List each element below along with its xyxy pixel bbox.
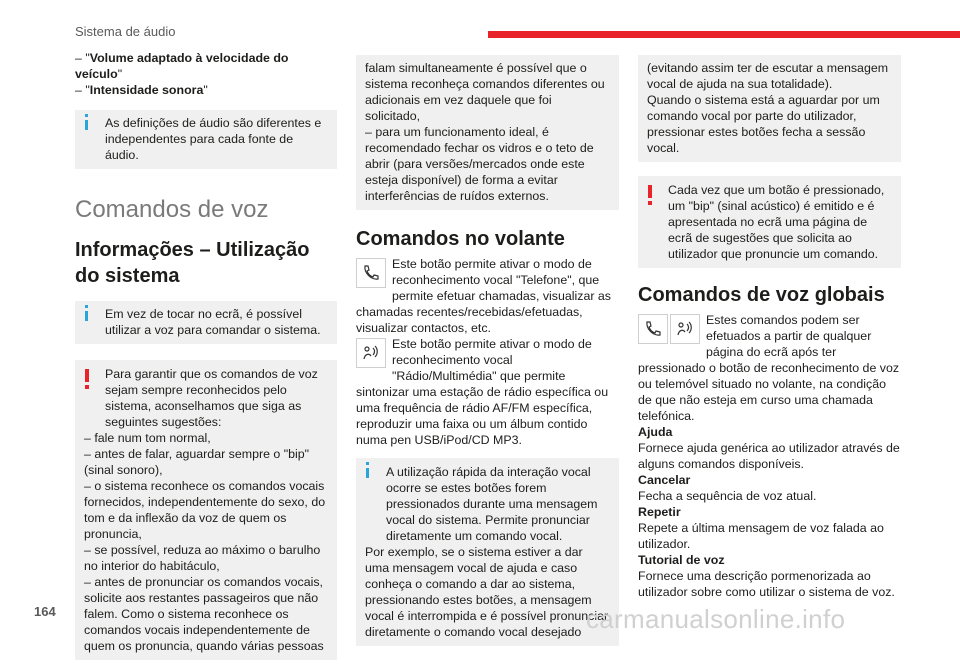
voice-command-icon xyxy=(670,314,700,344)
voice-command-icon xyxy=(356,338,386,368)
command-desc: Repete a última mensagem de voz falada ao utilizador. xyxy=(638,521,884,551)
heading-voice-commands: Comandos de voz xyxy=(75,196,269,223)
global-commands-intro: Estes comandos podem ser efetuados a partir de qualquer página do ecrã após ter pressionado o botão de reconhecimento de voz ou telemóvel situado no volante, na condição de que não esteja em curso uma chamada telefónica. xyxy=(638,313,900,423)
warning-note: Para garantir que os comandos de voz sejam sempre reconhecidos pelo sistema, aconselhamos que siga as seguintes sugestões: – fale num tom normal, – antes de falar, aguardar sempre o "bip" (sinal sonoro), – o sistema reconhece os comandos vocais fornecidos, independentemente do sexo, do tom e da inflexão da voz de quem os pronuncia, – se possível, reduza ao máximo o barulho no interior do habitáculo, – antes de pronunciar os comandos vocais, solicite aos restantes passageiros que não falem. Como o sistema reconhece os comandos vocais independentemente de quem os pronuncia, quando várias pessoas xyxy=(75,360,337,660)
list-item: – "Volume adaptado à velocidade do veículo" xyxy=(75,51,289,81)
command-desc: Fecha a sequência de voz atual. xyxy=(638,489,817,503)
info-note: Em vez de tocar no ecrã, é possível utilizar a voz para comandar o sistema. xyxy=(75,301,337,344)
list-item: – "Intensidade sonora" xyxy=(75,83,208,97)
command-name: Cancelar xyxy=(638,473,691,487)
phone-icon xyxy=(638,314,668,344)
middle-column xyxy=(356,55,619,656)
heading-steering-commands: Comandos no volante xyxy=(356,228,565,250)
phone-button-description: Este botão permite ativar o modo de reconhecimento vocal "Telefone", que permite efetuar chamadas, visualizar as chamadas recentes/recebidas/efetuadas, visualizar contactos, etc. xyxy=(356,257,612,335)
voice-button-description: Este botão permite ativar o modo de reconhecimento vocal "Rádio/Multimédia" que permite sintonizar uma estação de rádio específica ou uma frequência de rádio AF/FM específica, reproduzir uma faixa ou um álbum contido numa pen USB/iPod/CD MP3. xyxy=(356,337,609,447)
phone-icon xyxy=(356,258,386,288)
continued-warning: falam simultaneamente é possível que o sistema reconheça comandos diferentes ou adicionais em vez daquele que foi solicitado, – para um funcionamento ideal, é recomendado fechar os vidros e o teto de abrir (para versões/mercados onde este esteja disponível) de forma a evitar interferências de ruídos externos. xyxy=(356,55,619,210)
warning-icon xyxy=(648,185,652,198)
info-note: A utilização rápida da interação vocal ocorre se estes botões forem pressionados durante uma mensagem vocal do sistema. Permite pronunciar diretamente um comando vocal. Por exemplo, se o sistema estiver a dar uma mensagem vocal de ajuda e caso conheça o comando a dar ao sistema, pressionando estes botões, a mensagem vocal é interrompida e é possível pronunciar diretamente o comando vocal desejado xyxy=(356,458,619,646)
info-note: As definições de áudio são diferentes e independentes para cada fonte de áudio. xyxy=(75,110,337,169)
info-icon xyxy=(85,120,88,130)
warning-note: Cada vez que um botão é pressionado, um "bip" (sinal acústico) é emitido e é apresentada no ecrã uma página de ecrã de sugestões que solicita ao utilizador que pronuncie um comando. xyxy=(638,176,901,268)
left-column xyxy=(75,50,337,670)
right-column xyxy=(638,55,901,600)
command-desc: Fornece ajuda genérica ao utilizador através de alguns comandos disponíveis. xyxy=(638,441,900,471)
info-icon xyxy=(85,311,88,321)
watermark-text: carmanualsonline.info xyxy=(586,604,846,634)
command-list xyxy=(638,424,901,600)
command-name: Ajuda xyxy=(638,425,673,439)
command-name: Tutorial de voz xyxy=(638,553,725,567)
warning-icon xyxy=(85,369,89,382)
section-title: Sistema de áudio xyxy=(75,24,176,39)
continued-info: (evitando assim ter de escutar a mensagem vocal de ajuda na sua totalidade). Quando o sistema está a aguardar por um comando vocal por parte do utilizador, pressionar estes botões fecha a sessão vocal. xyxy=(638,55,901,162)
header-accent-bar xyxy=(488,31,960,38)
command-name: Repetir xyxy=(638,505,681,519)
heading-global-voice-commands: Comandos de voz globais xyxy=(638,284,885,306)
info-icon xyxy=(366,468,369,478)
command-desc: Fornece uma descrição pormenorizada ao utilizador sobre como utilizar o sistema de voz. xyxy=(638,569,895,599)
page-number: 164 xyxy=(34,604,56,619)
heading-info-usage: Informações – Utilização do sistema xyxy=(75,239,310,287)
